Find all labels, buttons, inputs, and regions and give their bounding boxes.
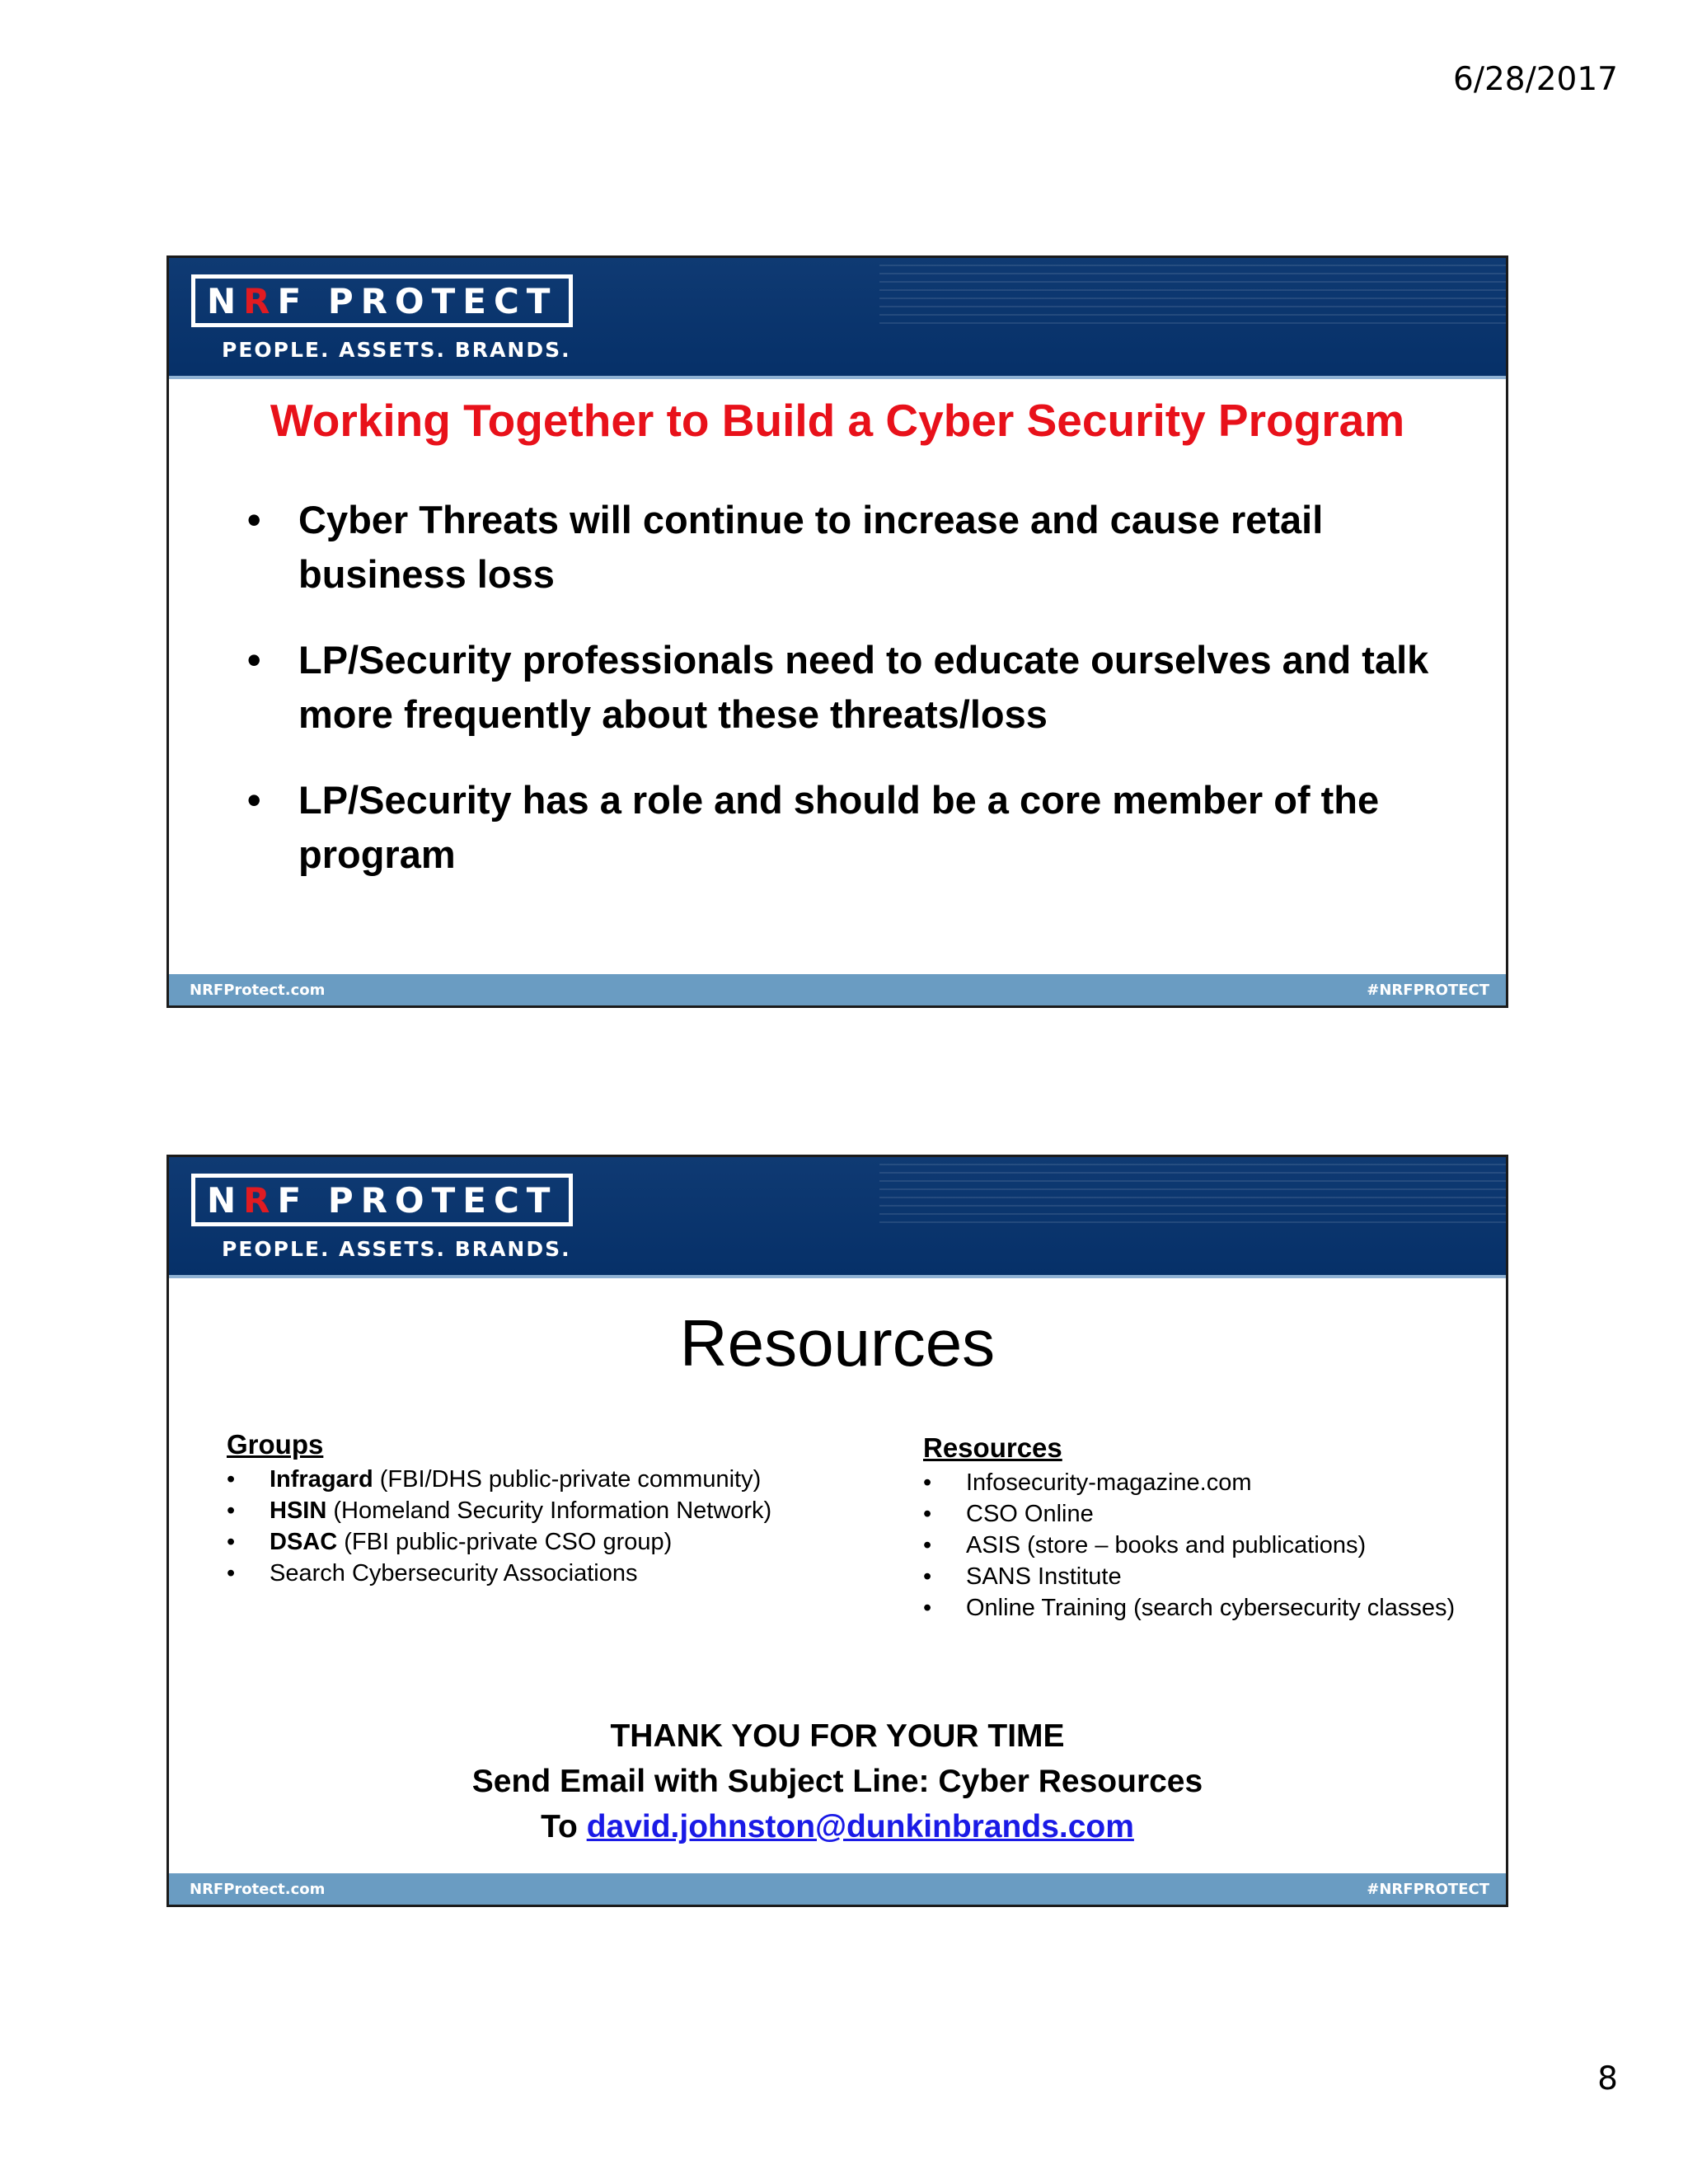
nrf-protect-logo — [191, 1174, 573, 1226]
slide-title: Resources — [679, 1306, 996, 1380]
slide-header — [169, 258, 1506, 379]
group-name: HSIN — [270, 1497, 327, 1524]
email-line — [169, 1804, 1506, 1849]
resources-column — [923, 1432, 1500, 1624]
header-stripes — [879, 265, 1506, 330]
bullet-item: • Cyber Threats will continue to increase and cause retail business loss — [247, 493, 1442, 602]
thank-you-line: THANK YOU FOR YOUR TIME — [610, 1718, 1065, 1754]
logo-tagline: PEOPLE. ASSETS. BRANDS. — [222, 338, 571, 362]
group-desc: (FBI/DHS public-private community) — [373, 1466, 762, 1493]
bullet-list — [247, 493, 1442, 913]
email-link[interactable]: david.johnston@dunkinbrands.com — [586, 1809, 1134, 1844]
resource-item: • Online Training (search cybersecurity classes) — [923, 1592, 1500, 1624]
logo-text: F PROTECT — [277, 280, 558, 321]
groups-heading: Groups — [227, 1429, 324, 1460]
header-divider — [169, 1275, 1506, 1278]
bullet-item: • LP/Security has a role and should be a core member of the program — [247, 773, 1442, 882]
group-name: Infragard — [270, 1466, 373, 1493]
group-item — [227, 1558, 870, 1589]
header-divider — [169, 376, 1506, 379]
email-instruction-line: Send Email with Subject Line: Cyber Resources — [471, 1764, 1203, 1799]
thank-you-block — [169, 1713, 1506, 1849]
resource-item: • SANS Institute — [923, 1561, 1500, 1592]
page-date: 6/28/2017 — [1453, 61, 1618, 98]
group-desc: (Homeland Security Information Network) — [326, 1497, 772, 1524]
resources-heading: Resources — [923, 1432, 1062, 1463]
slide-footer — [169, 1873, 1506, 1905]
group-desc: Search Cybersecurity Associations — [270, 1560, 638, 1586]
resource-item: • ASIS (store – books and publications) — [923, 1530, 1500, 1561]
logo-letter: N — [207, 1179, 244, 1221]
slide-resources — [166, 1155, 1508, 1907]
footer-website: NRFProtect.com — [190, 982, 326, 999]
resources-list — [923, 1467, 1500, 1624]
logo-letter: N — [207, 280, 244, 321]
logo-accent-letter: R — [243, 280, 278, 321]
group-item — [227, 1495, 870, 1526]
groups-column — [227, 1429, 870, 1589]
to-label: To — [541, 1809, 587, 1844]
logo-tagline: PEOPLE. ASSETS. BRANDS. — [222, 1237, 571, 1261]
group-item — [227, 1464, 870, 1495]
group-desc: (FBI public-private CSO group) — [337, 1529, 673, 1555]
slide-title: Working Together to Build a Cyber Security Program — [270, 395, 1405, 446]
groups-list — [227, 1464, 870, 1589]
slide-header — [169, 1157, 1506, 1278]
bullet-item: • LP/Security professionals need to educate ourselves and talk more frequently about these threats/loss — [247, 633, 1442, 742]
footer-hashtag: #NRFPROTECT — [1367, 1881, 1489, 1898]
slide-footer — [169, 974, 1506, 1005]
footer-website: NRFProtect.com — [190, 1881, 326, 1898]
logo-accent-letter: R — [243, 1179, 278, 1221]
group-name: DSAC — [270, 1529, 338, 1555]
footer-hashtag: #NRFPROTECT — [1367, 982, 1489, 999]
resource-item: • Infosecurity-magazine.com — [923, 1467, 1500, 1498]
page-number: 8 — [1597, 2060, 1618, 2097]
resource-item: • CSO Online — [923, 1498, 1500, 1530]
slide-cyber-program — [166, 255, 1508, 1008]
group-item — [227, 1526, 870, 1558]
logo-text: F PROTECT — [277, 1179, 558, 1221]
header-stripes — [879, 1164, 1506, 1230]
nrf-protect-logo — [191, 274, 573, 327]
